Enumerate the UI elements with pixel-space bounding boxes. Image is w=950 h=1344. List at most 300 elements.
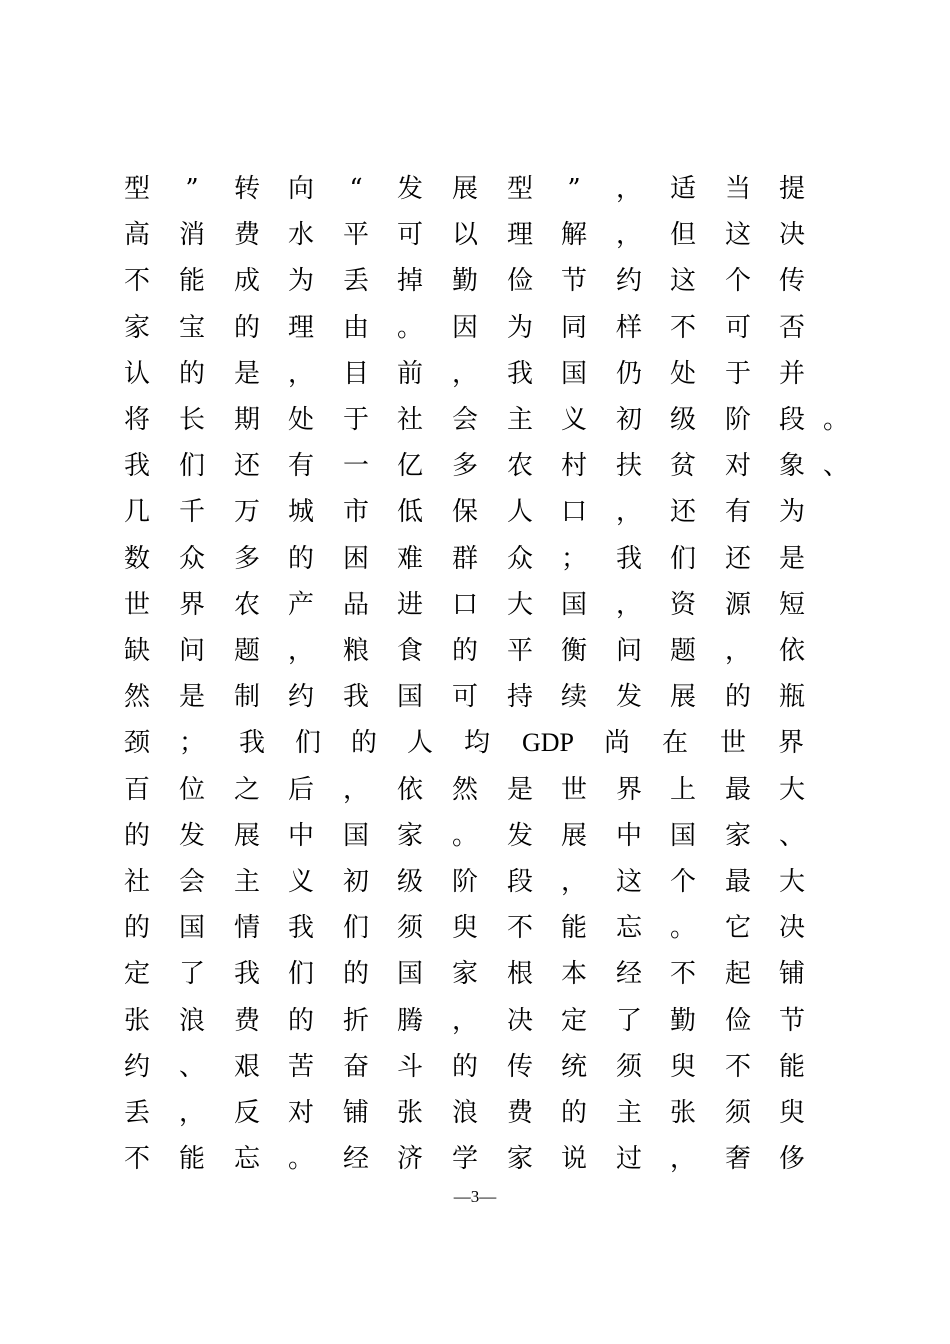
text-char: 口 [560,497,587,528]
text-char: 将 [123,405,150,435]
text-char: 仍 [615,358,642,389]
text-char: 须 [396,913,423,944]
text-char: 勤 [669,1005,696,1036]
text-char: 然 [451,774,478,805]
text-char: 一 [342,451,369,482]
text-char: 进 [396,589,423,620]
text-char: 亿 [396,451,423,482]
text-char: 忘 [233,1144,260,1175]
text-line [0,813,950,859]
text-line [0,397,950,443]
text-char: 界 [615,774,642,805]
text-char: 、 [178,1051,205,1082]
text-char: 产 [287,589,314,620]
text-char: 约 [287,682,314,713]
text-char: 能 [178,1144,205,1175]
text-char: 众 [178,543,205,574]
text-char: 颈 [123,728,150,759]
text-char: 制 [233,682,260,713]
text-char: 铺 [778,959,805,990]
text-char: 国 [342,820,369,851]
text-char: 臾 [669,1051,696,1082]
text-char: 扶 [615,451,642,482]
text-char: 展 [669,682,696,713]
text-char: 定 [123,959,150,990]
text-char: 长 [178,405,205,435]
text-char: 最 [724,774,751,805]
text-char: 铺 [342,1098,369,1128]
text-line [0,767,950,813]
text-char: 界 [178,589,205,620]
text-char: ， [724,636,751,666]
text-char: 传 [778,266,805,297]
text-line [0,1044,950,1090]
text-char: 经 [615,959,642,990]
text-char: 农 [233,589,260,620]
text-line [0,212,950,258]
text-char: ， [615,174,642,204]
text-char: 贫 [669,451,696,482]
text-char: 们 [342,913,369,944]
text-char: ” [185,174,199,204]
text-char: 社 [396,405,423,435]
text-char: 须 [615,1051,642,1082]
text-char: ， [560,867,587,897]
text-char: 水 [287,220,314,251]
text-char: 界 [777,728,804,759]
text-char: 决 [778,913,805,944]
text-char: 的 [350,728,377,759]
text-char: 不 [724,1051,751,1082]
text-char: 不 [669,959,696,990]
text-char: 能 [560,913,587,944]
text-line [0,628,950,674]
text-char: ； [560,543,587,574]
text-char: 个 [669,867,696,897]
text-char: 费 [506,1098,533,1128]
text-char: 众 [506,543,533,574]
text-char: 会 [451,405,478,435]
text-char: ， [615,589,642,620]
text-char: 前 [396,358,423,389]
text-char: 展 [451,174,478,204]
text-char: 多 [233,543,260,574]
text-char: 主 [233,867,260,897]
text-char: 。 [451,820,478,851]
text-char: 我 [123,451,150,482]
text-line [0,674,950,720]
text-char: 们 [294,728,321,759]
text-char: 解 [560,220,587,251]
text-char: 张 [396,1098,423,1128]
text-char: 丢 [123,1098,150,1128]
text-char: 理 [287,312,314,343]
text-char: 但 [669,220,696,251]
text-char: ， [287,358,314,389]
text-char: 的 [287,1005,314,1036]
text-char: 象 [778,451,805,482]
text-char: 大 [778,867,805,897]
text-char: 说 [560,1144,587,1175]
text-char: 的 [233,312,260,343]
text-char: ， [451,358,478,389]
text-char: 节 [560,266,587,297]
text-char: 不 [669,312,696,343]
text-char: 。 [669,913,696,944]
text-char: 对 [287,1098,314,1128]
text-char: 农 [506,451,533,482]
text-char: 消 [178,220,205,251]
text-char: 的 [123,913,150,944]
text-char: 均 [463,728,490,759]
text-char: 国 [396,959,423,990]
text-char: 问 [615,636,642,666]
text-char: 费 [233,220,260,251]
text-char: 城 [287,497,314,528]
text-char: 题 [233,636,260,666]
text-char: 高 [123,220,150,251]
text-char: 品 [342,589,369,620]
text-char: 适 [669,174,696,204]
text-char: 起 [724,959,751,990]
text-char: 还 [724,543,751,574]
text-char: 费 [233,1005,260,1036]
text-char: 中 [287,820,314,851]
text-char: 我 [238,728,265,759]
text-char: 个 [724,266,751,297]
text-char: 济 [396,1144,423,1175]
text-char: 勤 [451,266,478,297]
text-line [0,489,950,535]
text-char: ” [567,174,581,204]
text-char: 掉 [396,266,423,297]
text-char: 之 [233,774,260,805]
text-char: 以 [451,220,478,251]
text-char: 是 [233,358,260,389]
page-number: —3— [453,1187,497,1206]
text-char: 学 [451,1144,478,1175]
text-char: 约 [615,266,642,297]
text-char: 我 [506,358,533,389]
text-char: 发 [178,820,205,851]
text-char: 奋 [342,1051,369,1082]
text-char: 苦 [287,1051,314,1082]
text-char: ， [615,497,642,528]
text-char: 社 [123,867,150,897]
text-char: 可 [451,682,478,713]
text-char: ， [451,1005,478,1036]
text-char: 侈 [778,1144,805,1175]
text-char: 样 [615,312,642,343]
text-char: 保 [451,497,478,528]
text-char: 续 [560,682,587,713]
text-char: 最 [724,867,751,897]
text-char: 型 [123,174,150,204]
text-char: 。 [396,312,423,343]
text-char: 国 [560,589,587,620]
text-line [0,720,950,766]
text-char: 腾 [396,1005,423,1036]
text-line [0,951,950,997]
text-char: 的 [287,543,314,574]
text-char: 展 [233,820,260,851]
text-char: 不 [123,266,150,297]
text-char: 家 [506,1144,533,1175]
text-char: 、 [778,820,805,851]
text-char: ； [178,728,205,759]
text-char: 当 [724,174,751,204]
text-char: 然 [123,682,150,713]
text-char: 难 [396,543,423,574]
text-char: 在 [661,728,688,759]
text-char: 会 [178,867,205,897]
text-char: 斗 [396,1051,423,1082]
text-char: 段 [778,405,805,435]
text-char: 题 [669,636,696,666]
text-char: 可 [724,312,751,343]
text-char: 是 [778,543,805,574]
text-char: 决 [778,220,805,251]
text-line [0,305,950,351]
text-char: 的 [342,959,369,990]
text-char: “ [349,174,363,204]
text-char: 级 [669,405,696,435]
text-char: 国 [178,913,205,944]
text-char: 世 [123,589,150,620]
text-line [0,582,950,628]
text-char: 世 [719,728,746,759]
text-char: 成 [233,266,260,297]
text-char: 本 [560,959,587,990]
text-char: ， [178,1098,205,1128]
text-char: 问 [178,636,205,666]
text-char: 数 [123,543,150,574]
text-char: 世 [560,774,587,805]
text-token: GDP [521,728,574,758]
text-char: 于 [724,358,751,389]
text-char: 国 [669,820,696,851]
text-char: 是 [178,682,205,713]
text-char: 目 [342,358,369,389]
text-char: 粮 [342,636,369,666]
text-char: 宝 [178,312,205,343]
text-char: 千 [178,497,205,528]
text-char: 源 [724,589,751,620]
text-char: 这 [615,867,642,897]
text-char: 瓶 [778,682,805,713]
text-char: 依 [778,636,805,666]
text-line [0,859,950,905]
text-char: 还 [233,451,260,482]
text-char: 认 [123,358,150,389]
text-char: 于 [342,405,369,435]
text-char: 这 [669,266,696,297]
text-char: 的 [451,1051,478,1082]
text-char: 我 [615,543,642,574]
text-char: 浪 [451,1098,478,1128]
text-char: 尚 [603,728,630,759]
text-line [0,536,950,582]
text-char: 人 [406,728,433,759]
text-char: 发 [396,174,423,204]
text-char: 我 [233,959,260,990]
text-char: 不 [506,913,533,944]
text-char: 平 [506,636,533,666]
text-char: 人 [506,497,533,528]
text-char: 中 [615,820,642,851]
text-char: 转 [233,174,260,204]
text-char: 对 [724,451,751,482]
text-char: 经 [342,1144,369,1175]
text-char: 大 [506,589,533,620]
text-char: 主 [615,1098,642,1128]
text-char: 我 [342,682,369,713]
text-char: 阶 [724,405,751,435]
text-char: 位 [178,774,205,805]
text-char: 家 [123,312,150,343]
text-char: 了 [615,1005,642,1036]
text-char: 处 [669,358,696,389]
text-char: 为 [506,312,533,343]
text-char: 须 [724,1098,751,1128]
text-char: 百 [123,774,150,805]
text-char: 根 [506,959,533,990]
text-line [0,1090,950,1136]
text-char: 奢 [724,1144,751,1175]
text-char: 万 [233,497,260,528]
text-char: 资 [669,589,696,620]
text-char: 上 [669,774,696,805]
text-char: 它 [724,913,751,944]
text-char: 的 [123,820,150,851]
text-char: 家 [396,820,423,851]
text-char: 否 [778,312,805,343]
text-char: 持 [506,682,533,713]
text-char: 衡 [560,636,587,666]
text-char: ， [615,220,642,251]
text-char: 级 [396,867,423,897]
text-char: 后 [287,774,314,805]
text-char: 同 [560,312,587,343]
text-char: 发 [615,682,642,713]
text-char: 初 [615,405,642,435]
text-char: 的 [724,682,751,713]
text-char: 义 [560,405,587,435]
text-char: 依 [396,774,423,805]
text-line [0,166,950,212]
text-char: 村 [560,451,587,482]
text-char: 型 [506,174,533,204]
text-char: 丢 [342,266,369,297]
text-char: 群 [451,543,478,574]
text-char: 还 [669,497,696,528]
text-char: 臾 [451,913,478,944]
text-char: 义 [287,867,314,897]
text-char: 传 [506,1051,533,1082]
text-char: 缺 [123,636,150,666]
text-char: 由 [342,312,369,343]
text-line [0,443,950,489]
text-char: 的 [451,636,478,666]
text-char: 张 [123,1005,150,1036]
text-line [0,905,950,951]
text-char: 折 [342,1005,369,1036]
text-char: 我 [287,913,314,944]
text-char: 提 [778,174,805,204]
text-char: ， [287,636,314,666]
text-char: 臾 [778,1098,805,1128]
text-char: 有 [287,451,314,482]
text-char: 俭 [506,266,533,297]
text-char: 向 [287,174,314,204]
text-char: 们 [669,543,696,574]
text-char: 段 [506,867,533,897]
text-char: 俭 [724,1005,751,1036]
text-char: 发 [506,820,533,851]
text-char: 可 [396,220,423,251]
text-char: ， [342,774,369,805]
text-char: 国 [560,358,587,389]
text-line [0,1136,950,1182]
text-char: 的 [178,358,205,389]
text-line [0,351,950,397]
text-char: 过 [615,1144,642,1175]
text-char: 能 [778,1051,805,1082]
text-char: 张 [669,1098,696,1128]
text-char: 们 [178,451,205,482]
text-char: 这 [724,220,751,251]
text-char: 国 [396,682,423,713]
text-char: 家 [724,820,751,851]
text-char: 困 [342,543,369,574]
text-char: 平 [342,220,369,251]
text-char: 们 [287,959,314,990]
text-char: 多 [451,451,478,482]
text-char: 初 [342,867,369,897]
text-char: 有 [724,497,751,528]
text-char: 期 [233,405,260,435]
text-char: 并 [778,358,805,389]
text-line [0,998,950,1044]
text-char: 艰 [233,1051,260,1082]
text-char: 为 [287,266,314,297]
text-char: 统 [560,1051,587,1082]
text-char: 、 [822,451,849,482]
text-char: 不 [123,1144,150,1175]
text-char: 了 [178,959,205,990]
text-char: 短 [778,589,805,620]
text-char: 是 [506,774,533,805]
text-char: 处 [287,405,314,435]
text-char: 为 [778,497,805,528]
text-char: 。 [287,1144,314,1175]
text-char: 浪 [178,1005,205,1036]
text-char: 市 [342,497,369,528]
text-char: 约 [123,1051,150,1082]
text-char: 口 [451,589,478,620]
text-char: 主 [506,405,533,435]
text-char: 因 [451,312,478,343]
text-char: 大 [778,774,805,805]
text-char: ， [669,1144,696,1175]
text-char: 情 [233,913,260,944]
text-char: 忘 [615,913,642,944]
text-line [0,258,950,304]
text-char: 能 [178,266,205,297]
text-char: 反 [233,1098,260,1128]
text-char: 决 [506,1005,533,1036]
text-char: 低 [396,497,423,528]
